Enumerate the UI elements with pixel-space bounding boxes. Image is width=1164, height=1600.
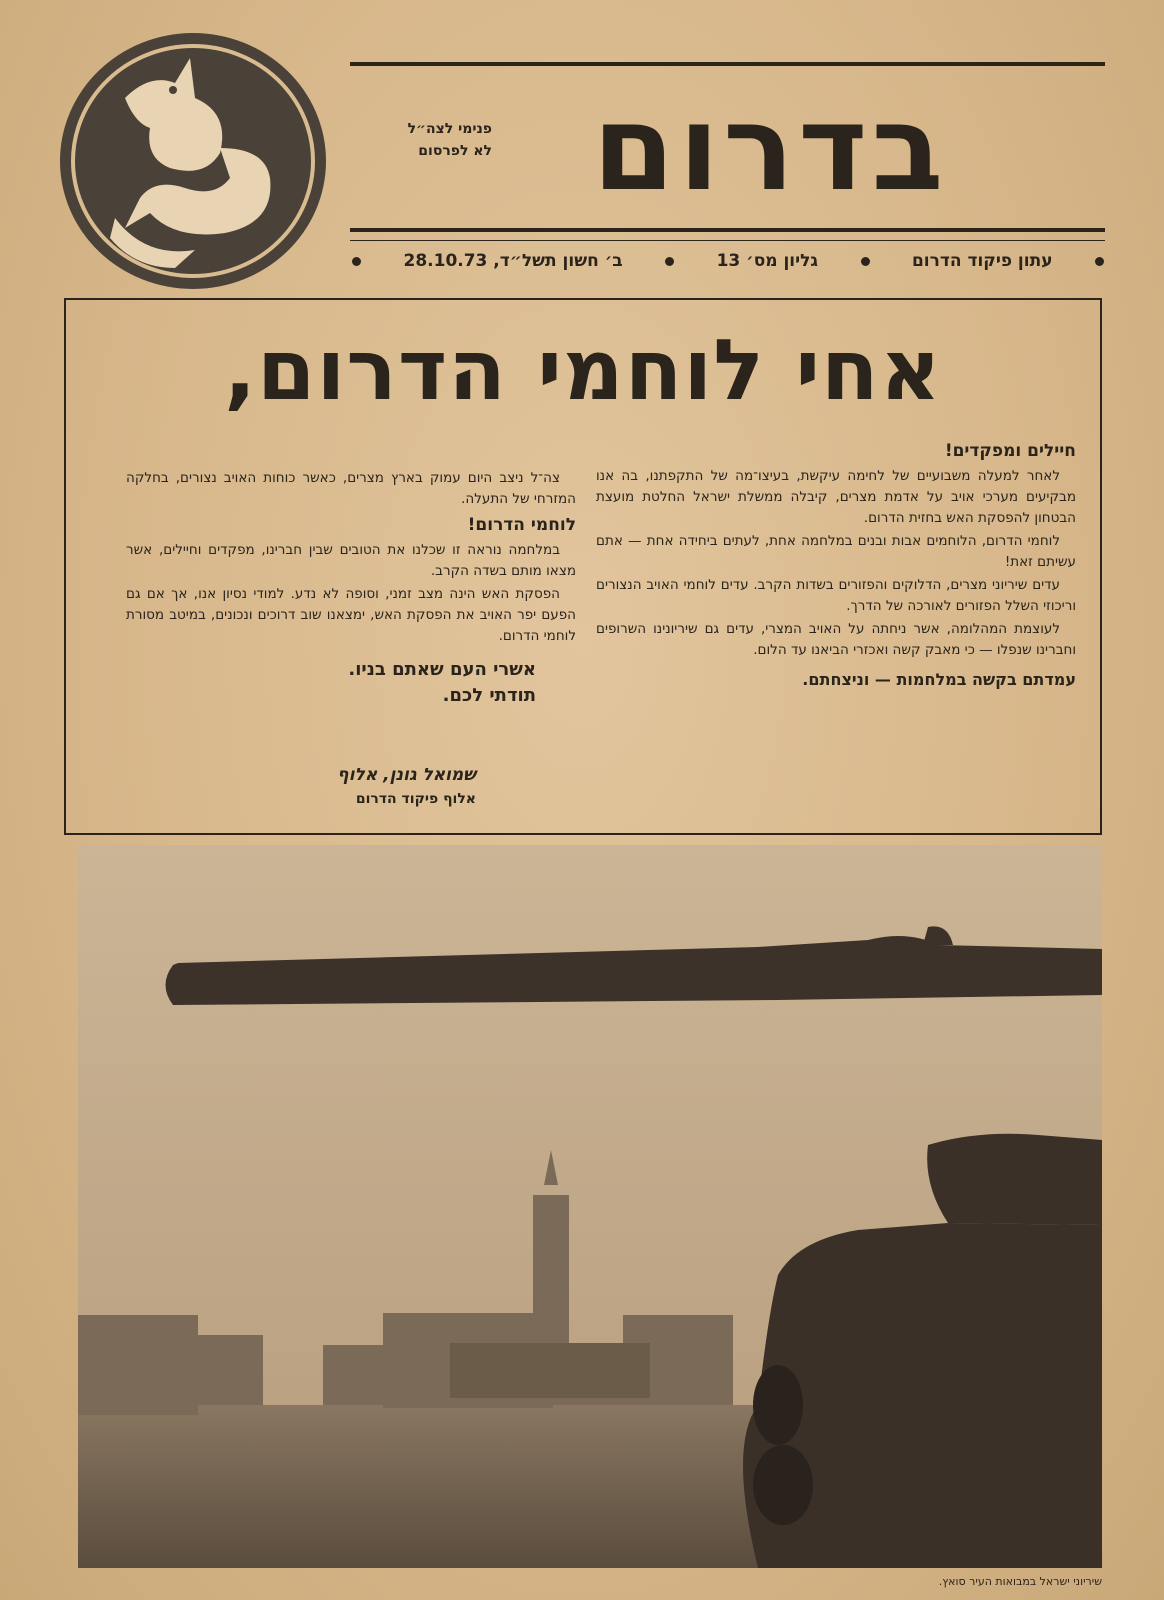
blessing-line: אשרי העם שאתם בניו.: [348, 659, 536, 680]
article-subheading: לוחמי הדרום!: [467, 515, 576, 535]
signature-block: [236, 762, 476, 810]
article-box: [64, 298, 1102, 835]
masthead-top-rule: [350, 62, 1105, 66]
masthead-thin-rule: [350, 240, 1105, 241]
article-paragraph: לעוצמת המהלומה, אשר ניחתה על האויב המצרי, עדים גם שיריונינו השרופים וחברינו שנפלו — כי מאבק קשה ואכזרי הביאנו עד הלום.: [596, 621, 1076, 658]
bullet-dot: [665, 257, 674, 266]
article-headline: אחי לוחמי הדרום,: [224, 321, 942, 419]
newspaper-title: בדרום: [592, 79, 948, 217]
publication-name: עתון פיקוד הדרום: [911, 251, 1053, 271]
article-closing: עמדתם בקשה במלחמות — וניצחתם.: [802, 670, 1076, 689]
article-greeting: חיילים ומפקדים!: [944, 441, 1076, 461]
blessing-line: תודתי לכם.: [442, 685, 536, 706]
signature-title: אלוף פיקוד הדרום: [355, 791, 476, 807]
article-paragraph: צה־ל ניצב היום עמוק בארץ מצרים, כאשר כוחות האויב נצורים, בחלקה המזרחי של התעלה.: [126, 470, 576, 507]
signature-name: שמואל גונן, אלוף: [337, 765, 476, 785]
internal-notice-line: לא לפרסום: [418, 143, 492, 159]
fox-emblem-icon: [55, 28, 331, 294]
tank-photo: [78, 845, 1102, 1568]
internal-notice-line: פנימי לצה״ל: [407, 121, 492, 137]
issue-number: גליון מס׳ 13: [716, 251, 819, 271]
article-paragraph: הפסקת האש הינה מצב זמני, וסופה לא נדע. למודי נסיון אנו, אך אם גם הפעם יפר האויב את הפסקת האש, ימצאנו שוב דרוכים ונכונים, במיטב מסורת לוחמי הדרום.: [126, 586, 576, 644]
article-paragraph: במלחמה נוראה זו שכלנו את הטובים שבין חברינו, מפקדים וחיילים, אשר מצאו מותם בשדה הקרב.: [126, 542, 576, 579]
article-paragraph: עדים שיריוני מצרים, הדלוקים והפזורים בשדות הקרב. עדים לוחמי האויב הנצורים וריכוזי השלל הפזורים לאורכה של הדרך.: [596, 577, 1076, 614]
bullet-dot: [861, 257, 870, 266]
article-blessing: [126, 657, 576, 709]
photo-caption: שיריוני ישראל במבואות העיר סואץ.: [938, 1575, 1102, 1588]
article-right-column: [596, 438, 1076, 693]
bullet-dot: [1095, 257, 1104, 266]
article-paragraph: לוחמי הדרום, הלוחמים אבות ובנים במלחמה אחת, לעתים ביחידה אחת — אתם עשיתם זאת!: [596, 533, 1076, 570]
bullet-dot: [352, 257, 361, 266]
article-paragraph: לאחר למעלה משבועיים של לחימה עיקשת, בעיצו־מה של התקפתנו, בה אנו מבקיעים מערכי אויב על אדמת מצרים, קיבלה ממשלת ישראל החלטת מועצת הבטחון להפסקת האש בחזית הדרום.: [596, 468, 1076, 526]
issue-date: ב׳ חשון תשל״ד, 28.10.73: [403, 251, 623, 271]
issue-info-bar: [352, 248, 1104, 274]
article-left-column: [126, 468, 576, 709]
internal-notice: [352, 118, 492, 162]
masthead-bottom-rule: [350, 228, 1105, 232]
